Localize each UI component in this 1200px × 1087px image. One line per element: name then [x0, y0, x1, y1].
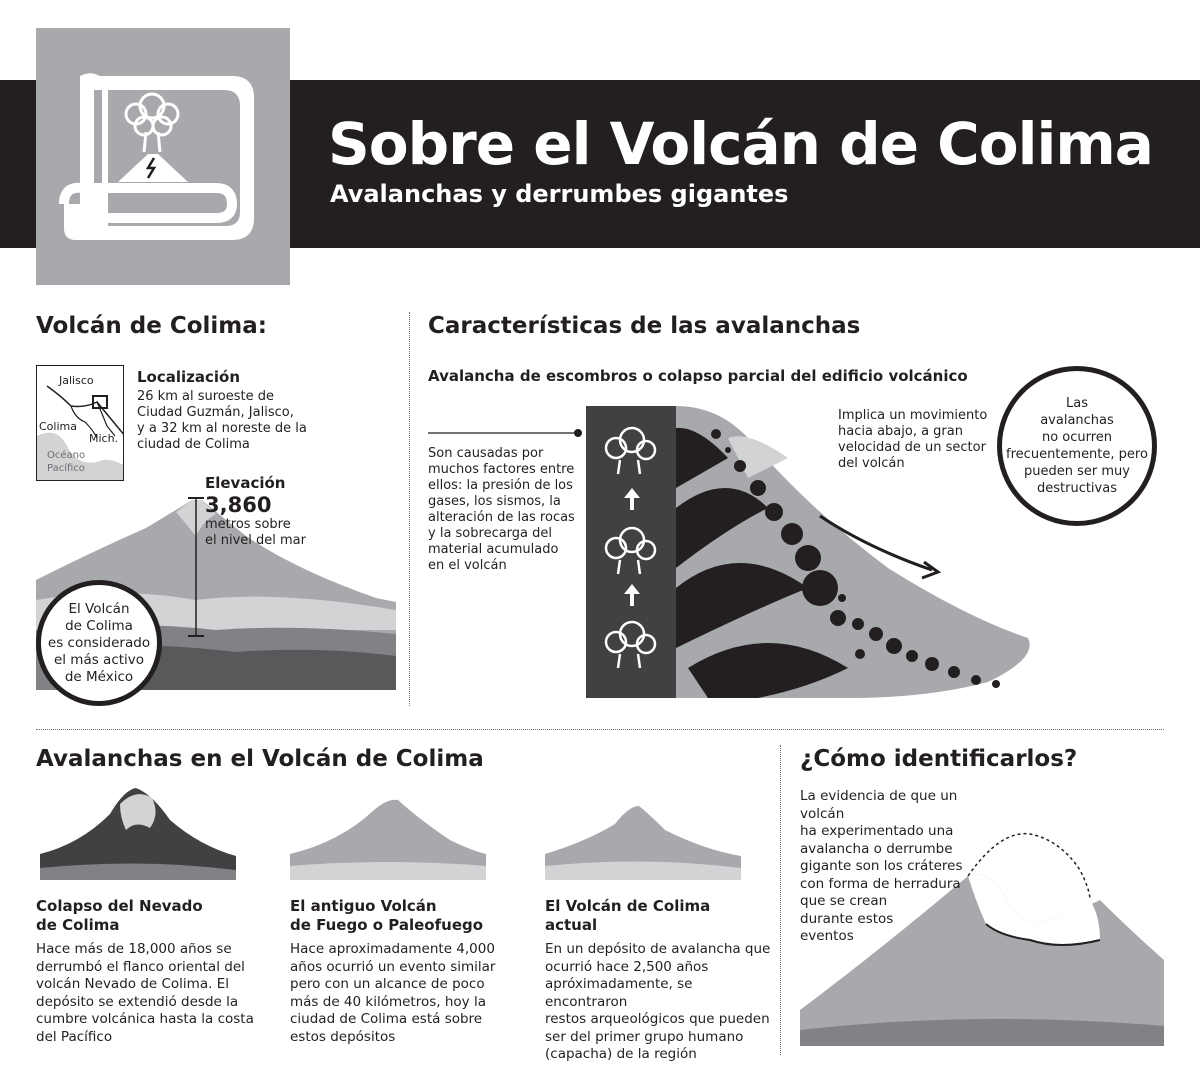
item-text-line: del Pacífico: [36, 1028, 113, 1045]
item-title-line: de Fuego o Paleofuego: [290, 916, 484, 934]
volcan-section-title: Volcán de Colima:: [36, 313, 267, 339]
causes-line: ellos: la presión de los: [428, 478, 573, 493]
volcano-actual-illustration: [545, 800, 741, 880]
most-active-circle: [36, 580, 162, 706]
horizontal-divider: [36, 729, 1164, 730]
volcano-paleofuego-illustration: [290, 796, 486, 880]
circle-line: es considerado: [47, 634, 151, 651]
circle-line: de Colima: [65, 617, 133, 634]
item-text-line: restos arqueológicos que pueden: [545, 1011, 770, 1027]
circle-line: el más activo: [53, 651, 145, 668]
map-label-mich: Mich.: [89, 432, 119, 445]
map-label-jalisco: Jalisco: [59, 374, 94, 387]
item-text-line: ciudad de Colima está sobre: [290, 1011, 483, 1027]
item-title-line: El Volcán de Colima: [545, 897, 711, 915]
item-text-line: Hace aproximadamente 4,000: [290, 941, 495, 957]
identificar-line: avalancha o derrumbe: [800, 840, 953, 857]
causes-line: muchos factores entre: [428, 462, 575, 477]
identificar-line: ha experimentado una: [800, 823, 954, 839]
identificar-line: que se crean: [800, 893, 888, 909]
volcano-nevado-illustration: [40, 784, 236, 880]
elevacion-line: el nivel del mar: [205, 533, 306, 548]
localizacion-line: y a 32 km al noreste de la: [137, 421, 307, 436]
identificar-line: con forma de herradura: [800, 875, 961, 892]
item-text-line: Hace más de 18,000 años se: [36, 941, 232, 957]
circle-line: Las: [1066, 396, 1088, 411]
circle-line: pueden ser muy: [1024, 464, 1130, 479]
identificar-text: [800, 788, 1000, 946]
page-subtitle: Avalanchas y derrumbes gigantes: [330, 180, 789, 208]
localizacion-line: 26 km al suroeste de: [137, 389, 274, 404]
circle-line: El Volcán: [68, 600, 130, 617]
item-text-line: años ocurrió un evento similar: [290, 958, 496, 975]
elevacion-heading: Elevación: [205, 474, 286, 492]
circle-line: de México: [64, 668, 134, 685]
caracteristicas-section-title: Características de las avalanchas: [428, 313, 861, 339]
map-label-oceano: Océano: [47, 450, 86, 461]
item-text-line: depósito se extendió desde la: [36, 993, 239, 1010]
avalancha-item-text: [36, 941, 276, 1046]
avalancha-item-text: [545, 941, 775, 1064]
item-title-line: actual: [545, 916, 598, 934]
causes-line: gases, los sismos, la: [428, 494, 561, 509]
circle-line: no ocurren: [1041, 430, 1113, 445]
item-text-line: pero con un alcance de poco: [290, 976, 485, 992]
avalancha-item-title: [545, 897, 710, 935]
identificar-section-title: ¿Cómo identificarlos?: [800, 746, 1078, 772]
localizacion-line: Ciudad Guzmán, Jalisco,: [137, 405, 294, 420]
map-label-pacifico: Pacífico: [47, 463, 85, 474]
movement-line: hacia abajo, a gran: [838, 424, 963, 439]
movement-line: del volcán: [838, 456, 905, 471]
identificar-line: gigante son los cráteres: [800, 858, 963, 874]
avalancha-item-title: [290, 897, 483, 935]
elevacion-line: metros sobre: [205, 517, 291, 532]
circle-line: avalanchas: [1040, 413, 1114, 428]
map-label-colima: Colima: [39, 420, 77, 433]
item-text-line: más de 40 kilómetros, hoy la: [290, 993, 486, 1010]
elevacion-text: [205, 517, 306, 549]
vertical-divider-bottom: [780, 745, 781, 1055]
causes-line: Son causadas por: [428, 446, 544, 461]
circle-line: destructivas: [1036, 481, 1117, 496]
movement-line: Implica un movimiento: [838, 408, 988, 423]
vertical-divider: [409, 312, 410, 706]
rare-destructive-circle: [997, 366, 1157, 526]
item-text-line: (capacha) de la región: [545, 1046, 697, 1062]
localizacion-line: ciudad de Colima: [137, 437, 250, 452]
logo-box: [36, 28, 290, 285]
item-text-line: derrumbó el flanco oriental del: [36, 958, 245, 975]
item-text-line: En un depósito de avalancha que: [545, 941, 771, 957]
item-text-line: volcán Nevado de Colima. El: [36, 976, 229, 992]
item-text-line: estos depósitos: [290, 1028, 396, 1045]
circle-line: frecuentemente, pero: [1006, 447, 1148, 462]
page-title: Sobre el Volcán de Colima: [328, 110, 1153, 178]
identificar-line: La evidencia de que un volcán: [800, 788, 958, 822]
causes-line: en el volcán: [428, 558, 507, 573]
item-title-line: Colapso del Nevado: [36, 897, 203, 915]
identificar-line: eventos: [800, 928, 854, 944]
causes-line: material acumulado: [428, 542, 559, 557]
item-text-line: ser del primer grupo humano: [545, 1028, 744, 1045]
avalancha-item-text: [290, 941, 530, 1046]
avalanchas-section-title: Avalanchas en el Volcán de Colima: [36, 746, 484, 772]
caracteristicas-subheading: Avalancha de escombros o colapso parcial del edificio volcánico: [428, 367, 968, 385]
item-text-line: apróximadamente, se encontraron: [545, 976, 693, 1010]
location-map: [36, 365, 124, 481]
item-text-line: ocurrió hace 2,500 años: [545, 958, 709, 975]
item-title-line: de Colima: [36, 916, 120, 934]
causes-line: y la sobrecarga del: [428, 526, 553, 541]
item-text-line: cumbre volcánica hasta la costa: [36, 1011, 254, 1027]
movement-line: velocidad de un sector: [838, 440, 986, 455]
avalancha-item-title: [36, 897, 203, 935]
causes-line: alteración de las rocas: [428, 510, 575, 525]
elevacion-value: 3,860: [205, 493, 272, 517]
localizacion-text: [137, 389, 337, 453]
movement-note: [838, 408, 988, 472]
item-title-line: El antiguo Volcán: [290, 897, 437, 915]
identificar-line: durante estos: [800, 910, 894, 927]
localizacion-heading: Localización: [137, 368, 241, 386]
scroll-volcano-icon: [36, 28, 290, 285]
